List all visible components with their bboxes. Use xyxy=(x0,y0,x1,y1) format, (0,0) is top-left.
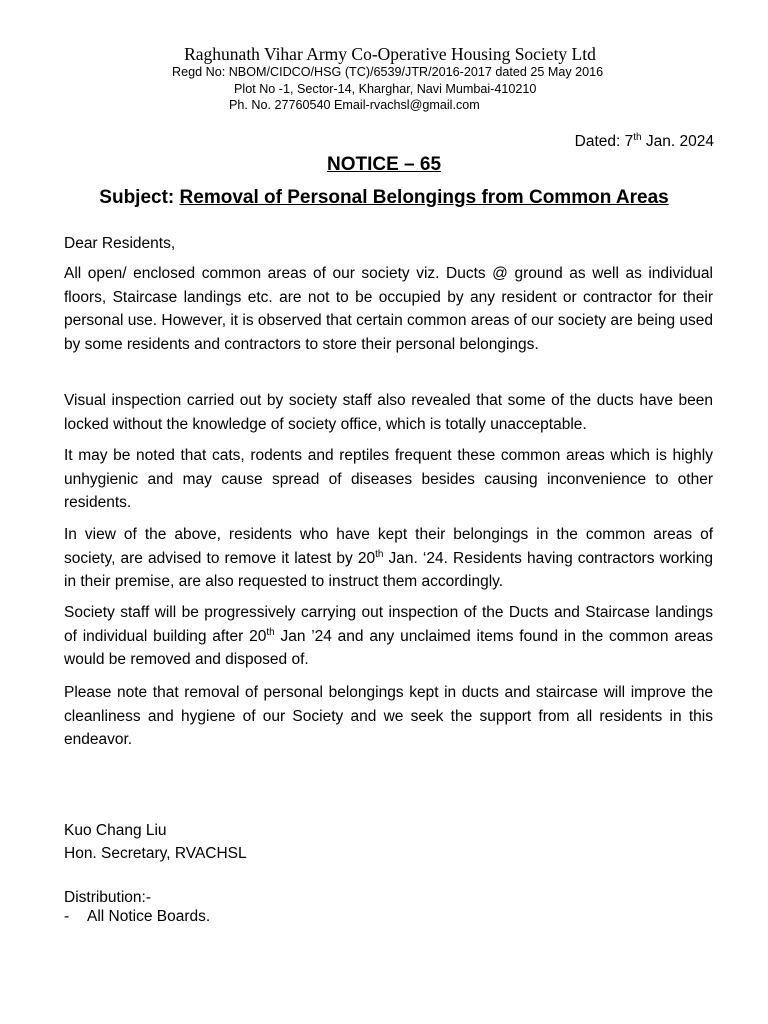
paragraph-4 xyxy=(64,523,713,594)
date-prefix: Dated: 7 xyxy=(574,133,634,150)
subject-text: Removal of Personal Belongings from Common Areas xyxy=(179,187,669,208)
date-rest: Jan. 2024 xyxy=(641,133,714,150)
paragraph-4-part-b: Jan. ‘24. Residents having contractors working in their premise, are also requested to instruct them accordingly. xyxy=(64,549,713,590)
registration-line: Regd No: NBOM/CIDCO/HSG (TC)/6539/JTR/2016-2017 dated 25 May 2016 xyxy=(172,65,604,79)
salutation: Dear Residents, xyxy=(64,235,176,252)
distribution-dash: - xyxy=(64,908,70,925)
paragraph-5-sup: th xyxy=(266,626,275,638)
paragraph-2: Visual inspection carried out by society staff also revealed that some of the ducts have been locked without the knowledge of society office, which is totally unacceptable. xyxy=(64,392,713,433)
paragraph-1: All open/ enclosed common areas of our society viz. Ducts @ ground as well as individual floors, Staircase landings etc. are not to be occupied by any resident or contractor for their personal use. However, it is observed that certain common areas of our society are being used by some residents and contractors to store their personal belongings. xyxy=(64,265,713,353)
paragraph-3: It may be noted that cats, rodents and reptiles frequent these common areas which is highly unhygienic and may cause spread of diseases besides causing inconvenience to other residents. xyxy=(64,447,713,511)
date-suffix-sup: th xyxy=(633,131,642,143)
paragraph-6: Please note that removal of personal belongings kept in ducts and staircase will improve the cleanliness and hygiene of our Society and we seek the support from all residents in this endeavor. xyxy=(64,684,713,748)
date-line xyxy=(575,133,714,151)
distribution-item-text: All Notice Boards. xyxy=(87,908,211,925)
signatory-designation: Hon. Secretary, RVACHSL xyxy=(64,845,247,862)
paragraph-4-sup: th xyxy=(375,548,384,560)
signatory-name: Kuo Chang Liu xyxy=(64,822,167,839)
contact-line: Ph. No. 27760540 Email-rvachsl@gmail.com xyxy=(229,98,480,112)
paragraph-5-part-a: Society staff will be progressively carrying out inspection of the Ducts and Staircase landings of individual building after 20 xyxy=(64,604,713,645)
distribution-label: Distribution:- xyxy=(64,889,151,906)
paragraph-5-part-b: Jan ’24 and any unclaimed items found in the common areas would be removed and disposed of. xyxy=(64,627,714,668)
subject-label: Subject: xyxy=(99,187,180,208)
subject-line xyxy=(0,187,768,209)
notice-title: NOTICE – 65 xyxy=(326,154,442,175)
paragraph-4-part-a: In view of the above, residents who have kept their belongings in the common areas of society, are advised to remove it latest by 20 xyxy=(64,526,713,567)
org-name: Raghunath Vihar Army Co-Operative Housing Society Ltd xyxy=(184,44,596,64)
address-line: Plot No -1, Sector-14, Kharghar, Navi Mumbai-410210 xyxy=(234,82,537,96)
distribution-item xyxy=(64,908,210,926)
paragraph-5 xyxy=(64,601,713,672)
